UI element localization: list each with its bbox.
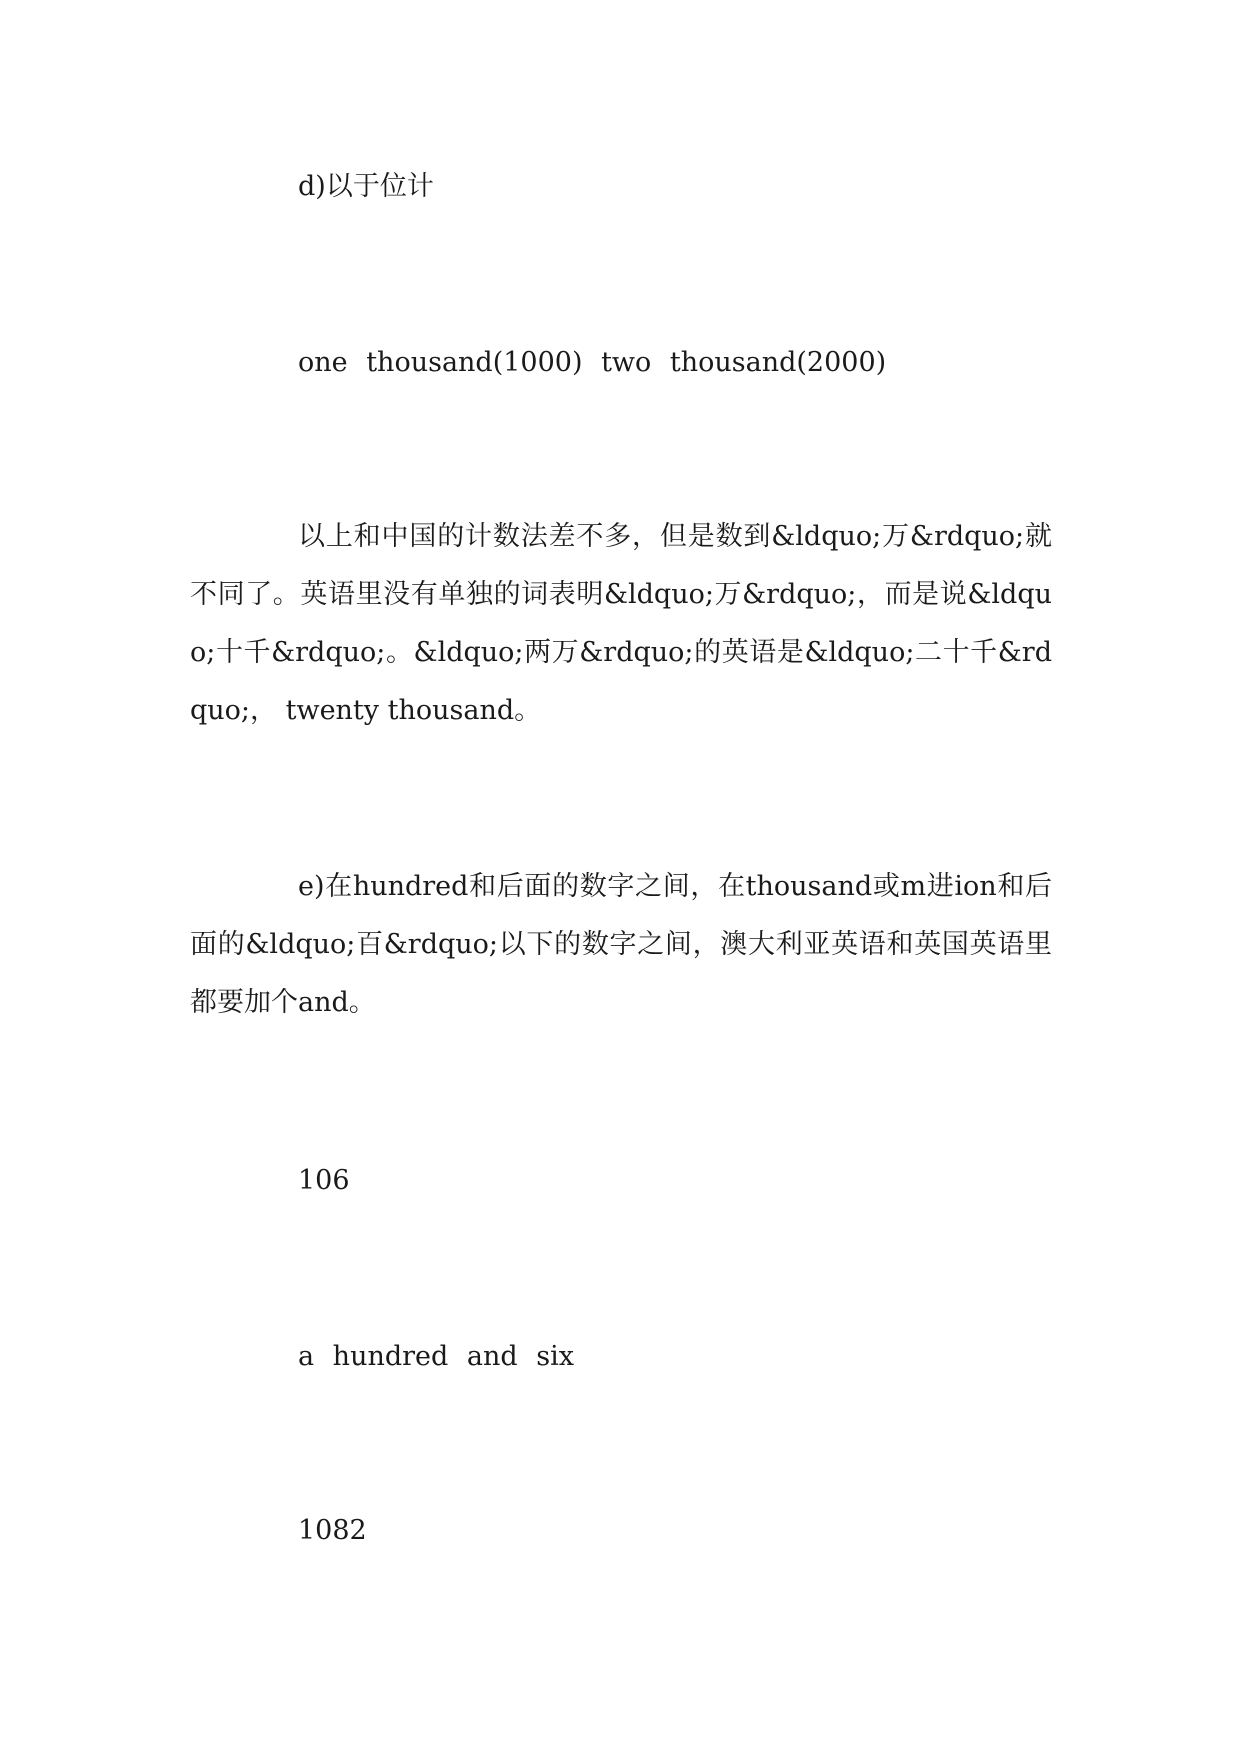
paragraph-example-1082: 1082 [298,1515,367,1546]
paragraph-example-106: 106 [298,1165,350,1196]
paragraph-example-a-hundred-and-six: a hundred and six [298,1341,574,1372]
paragraph-e-and-rule: e)在hundred和后面的数字之间，在thousand或m进ion和后面的&ldquo;百&rdquo;以下的数字之间，澳大利亚英语和英国英语里都要加个and。 [190,871,1052,1018]
paragraph-d-section-heading: d)以于位计 [298,171,434,202]
paragraph-wan-explanation: 以上和中国的计数法差不多，但是数到&ldquo;万&rdquo;就不同了。英语里没有单独的词表明&ldquo;万&rdquo;，而是说&ldquo;十千&rdquo;。&ldquo;两万&rdquo;的英语是&ldquo;二十千&rdquo;， twenty thousand。 [190,521,1052,726]
paragraph-thousand-examples: one thousand(1000) two thousand(2000) [298,347,887,378]
